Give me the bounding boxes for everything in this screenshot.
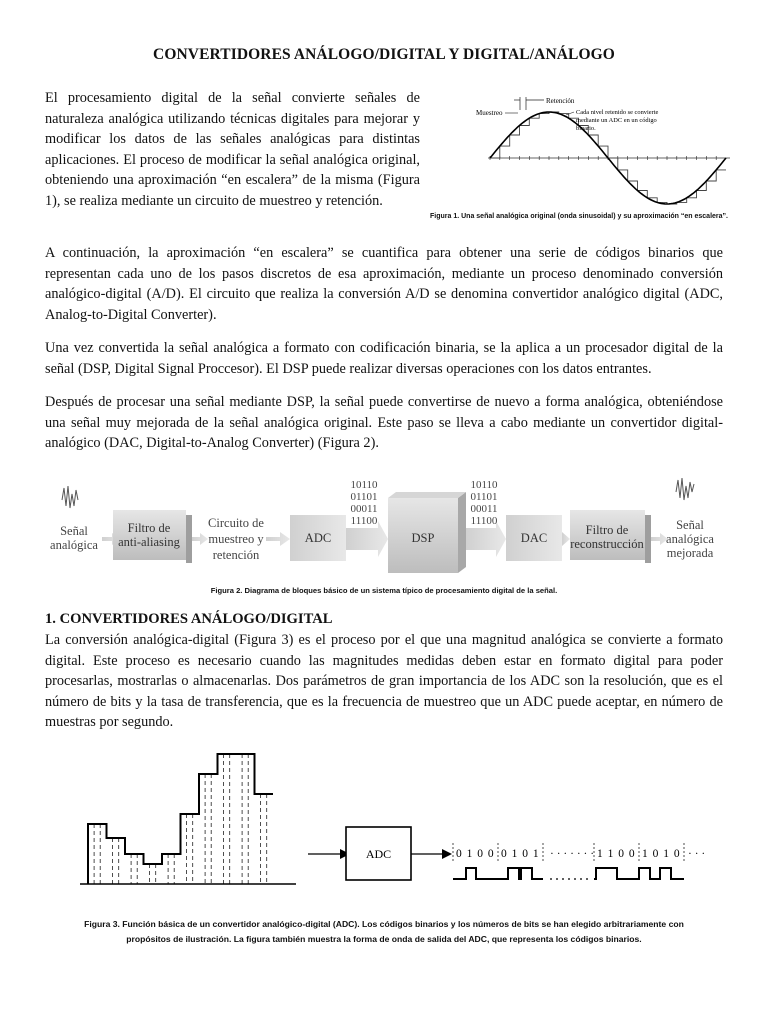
block-sample-hold-line-3: retención bbox=[212, 548, 260, 562]
code-in-1: 10110 bbox=[350, 479, 378, 491]
code-out-4: 11100 bbox=[470, 515, 498, 527]
block-dac-label: DAC bbox=[520, 531, 548, 545]
digital-waveform-2 bbox=[594, 868, 684, 879]
block-adc-label: ADC bbox=[304, 531, 332, 545]
bits-group-1: 0 1 0 0 bbox=[456, 848, 495, 860]
output-label-line-2: analógica bbox=[666, 532, 714, 546]
paragraph-dac: Después de procesar una señal mediante DSP, la señal puede convertirse de nuevo a forma analógica, obteniéndose una señal muy mejorada de la señal analógica original. Este paso se lleva a cabo mediante un convertidor digital-analógico (DAC, Digital-to-Analog Converter) (Figura 2). bbox=[45, 394, 723, 452]
label-muestreo: Muestreo bbox=[476, 109, 503, 117]
paragraph-dsp: Una vez convertida la señal analógica a formato con codificación binaria, se la aplica a un procesador digital de la señal (DSP, Digital Signal Proccesor). El DSP puede realizar diversas operaciones con los datos entrantes. bbox=[45, 340, 723, 377]
input-label-line-2: analógica bbox=[50, 538, 98, 552]
output-label-line-1: Señal bbox=[676, 518, 704, 532]
bits-group-4: 1 0 1 0 bbox=[642, 848, 681, 860]
code-in-3: 00011 bbox=[350, 503, 378, 515]
figure-3-caption-line-1: Figura 3. Función básica de un convertidor analógico-digital (ADC). Los códigos binarios y los números de bits se han elegido arbitrariamente con bbox=[84, 919, 684, 929]
block-filter-line-1: Filtro de bbox=[127, 521, 171, 535]
note-line-1: Cada nivel retenido se convierte bbox=[576, 109, 659, 116]
figure-3-caption-line-2: propósitos de ilustración. La figura también muestra la forma de onda de salida del ADC, que representa los códigos binarios. bbox=[126, 934, 642, 944]
label-retencion: Retención bbox=[546, 97, 575, 105]
code-out-3: 00011 bbox=[470, 503, 498, 515]
block-recon-line-2: reconstrucción bbox=[570, 537, 644, 551]
figure-3-adc-function bbox=[70, 745, 720, 895]
paragraph-adc-intro: La conversión analógica-digital (Figura 3) es el proceso por el que una magnitud analógica se convierte a formato digital. Este proceso es necesario cuando las magnitudes medidas deben estar en formato digital para poder procesarlas, mostrarlas o almacenarlas. Dos parámetros de gran importancia de los ADC son la resolución, que es el número de bits y la tasa de transferencia, que es la frecuencia de muestreo que un ADC puede aceptar, en número de muestras por segundo. bbox=[45, 632, 723, 731]
page-title: CONVERTIDORES ANÁLOGO/DIGITAL Y DIGITAL/ANÁLOGO bbox=[153, 46, 615, 63]
input-signal-icon bbox=[62, 486, 78, 508]
code-out-1: 10110 bbox=[470, 479, 498, 491]
bits-ellipsis: · · · · · · · bbox=[550, 848, 595, 860]
section-1-title: 1. CONVERTIDORES ANÁLOGO/DIGITAL bbox=[45, 611, 333, 627]
output-signal-icon bbox=[676, 478, 694, 500]
stepped-analog-signal bbox=[88, 754, 273, 884]
output-label-line-3: mejorada bbox=[666, 546, 714, 560]
note-line-2: mediante un ADC en un código bbox=[576, 117, 657, 124]
figure-1-sine-staircase bbox=[440, 92, 736, 212]
figure-2-block-diagram bbox=[40, 470, 730, 582]
bits-group-3: 1 1 0 0 bbox=[597, 848, 636, 860]
input-label-line-1: Señal bbox=[60, 524, 88, 538]
bits-ellipsis-end: · · · bbox=[688, 848, 706, 860]
code-in-4: 11100 bbox=[350, 515, 378, 527]
paragraph-intro: El procesamiento digital de la señal convierte señales de naturaleza analógica utilizando técnicas digitales para mejorar y modificar los datos de las señales analógicas para distintas aplicaciones. El proceso de modificar la señal analógica original, obteniendo una aproximación “en escalera” de la misma (Figura 1), se realiza mediante un circuito de muestreo y retención. bbox=[45, 90, 420, 209]
bits-group-2: 0 1 0 1 bbox=[501, 848, 540, 860]
note-line-3: binario. bbox=[576, 125, 596, 132]
paragraph-quantization: A continuación, la aproximación “en escalera” se cuantifica para obtener una serie de códigos binarios que representan cada uno de los pasos discretos de esa aproximación, mediante un proceso denominado conversión analógico-digital (A/D). El circuito que realiza la conversión A/D se denomina convertidor analógico digital (ADC, Analog-to-Digital Converter). bbox=[45, 245, 723, 323]
figure-2-caption: Figura 2. Diagrama de bloques básico de un sistema típico de procesamiento digital de la señal. bbox=[210, 586, 558, 595]
code-out-2: 01101 bbox=[470, 491, 498, 503]
digital-waveform-1 bbox=[453, 868, 543, 879]
block-sample-hold-line-2: muestreo y bbox=[208, 532, 264, 546]
block-filter-line-2: anti-aliasing bbox=[118, 535, 180, 549]
block-recon-line-1: Filtro de bbox=[585, 523, 629, 537]
block-sample-hold-line-1: Circuito de bbox=[208, 516, 264, 530]
block-adc-fig3-label: ADC bbox=[365, 847, 392, 861]
code-in-2: 01101 bbox=[350, 491, 378, 503]
figure-1-caption: Figura 1. Una señal analógica original (onda sinusoidal) y su aproximación “en escalera”. bbox=[430, 213, 728, 220]
figure-3-caption bbox=[40, 917, 728, 947]
block-dsp-label: DSP bbox=[411, 531, 435, 545]
